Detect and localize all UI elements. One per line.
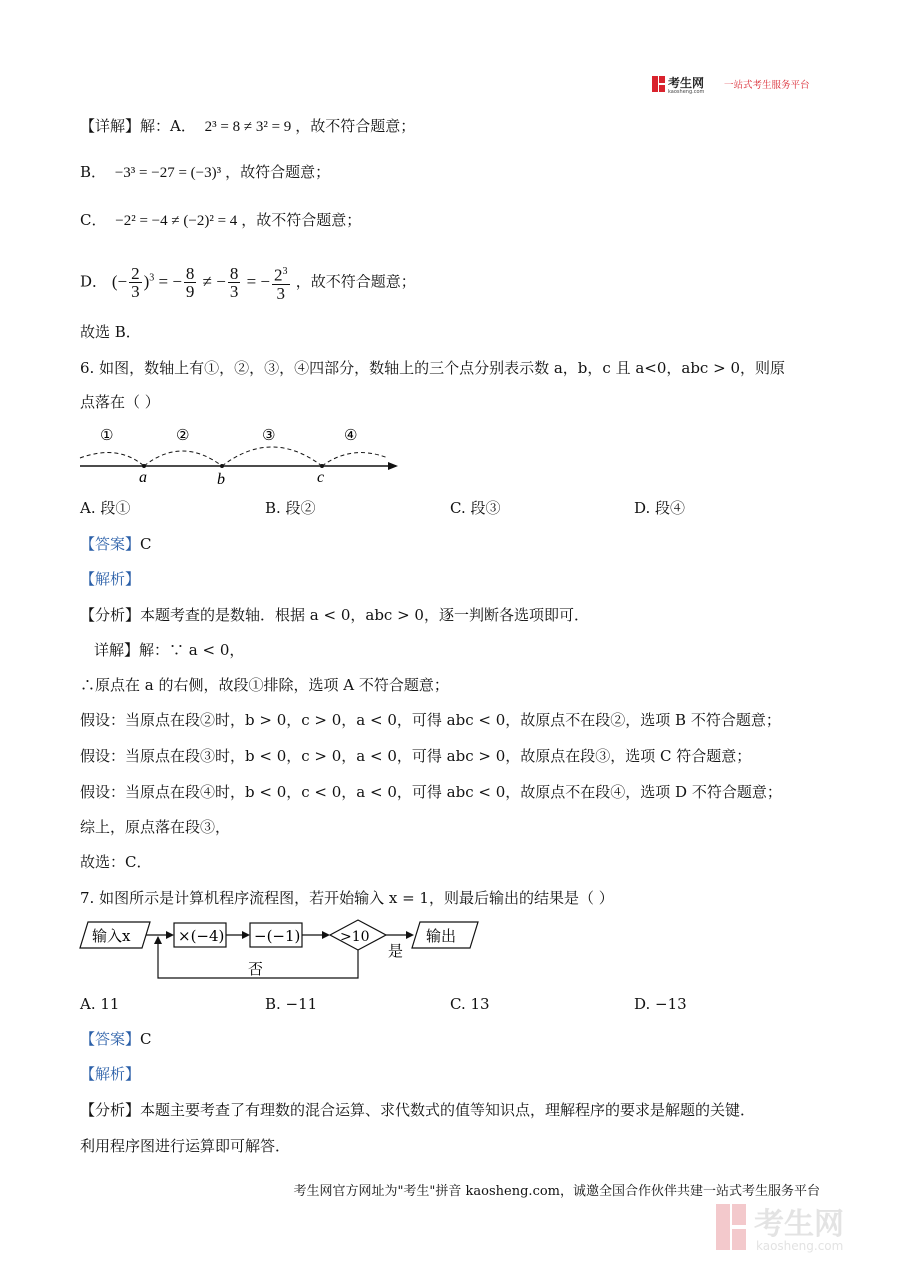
flow-condition-label: >10 — [340, 929, 370, 945]
q5-c-line: C． −2² = −4 ≠ (−2)² = 4 ，故不符合题意； — [80, 211, 362, 229]
q6-summary: 综上，原点落在段③， — [80, 818, 231, 836]
q6-step-4: 假设：当原点在段④时，b < 0，c < 0，a < 0，可得 abc < 0，故原点不在段④，选项 D 不符合题意； — [80, 783, 782, 801]
q6-option-d: D. 段④ — [634, 499, 686, 517]
point-b — [220, 464, 224, 468]
q5-c-math: −2² = −4 ≠ (−2)² = 4 — [115, 213, 238, 229]
q6-stem-2: 点落在（ ） — [80, 393, 160, 411]
logo-sub: kaosheng.com — [668, 89, 705, 94]
point-b-label: b — [217, 471, 225, 488]
logo-text: 考生网 — [668, 76, 705, 90]
q6-option-b: B. 段② — [265, 499, 316, 517]
watermark-logo — [712, 1200, 892, 1256]
logo-slogan: 一站式考生服务平台 — [724, 80, 810, 91]
q6-step-2: 假设：当原点在段②时，b > 0，c > 0，a < 0，可得 abc < 0，故原点不在段②，选项 B 不符合题意； — [80, 711, 781, 729]
q7-option-d: D. −13 — [634, 995, 687, 1013]
segment-label-1: ① — [100, 426, 114, 444]
arc-segment-1 — [80, 453, 144, 466]
q6-step-3: 假设：当原点在段③时，b < 0，c > 0，a < 0，可得 abc > 0，故原点在段③，选项 C 符合题意； — [80, 747, 752, 765]
q6-detail: 详解】解：∵ a < 0， — [94, 641, 245, 659]
watermark-text: 考生网 — [754, 1207, 844, 1242]
q5-b-math: −3³ = −27 = (−3)³ — [114, 165, 222, 181]
q6-choice: 故选：C． — [80, 853, 152, 871]
q6-option-a: A. 段① — [80, 499, 131, 517]
q6-analysis-tag: 【解析】 — [80, 570, 141, 588]
q7-fenxi: 【分析】本题主要考查了有理数的混合运算、求代数式的值等知识点，理解程序的要求是解题的关键． — [80, 1101, 756, 1119]
segment-label-2: ② — [176, 426, 190, 444]
q5-d-line: D． (− $\frac{2}{3}$ )$^3$ = − $\frac{8}{9}$ ≠ − $\frac{8}{3}$ = − $\frac{2^3}{3}$ ，故不符合题意； — [80, 264, 416, 304]
q7-option-c: C. 13 — [450, 995, 490, 1013]
header-logo — [652, 74, 822, 94]
arc-segment-2 — [144, 451, 222, 466]
point-c — [320, 464, 324, 468]
q6-number-line-figure — [78, 422, 408, 488]
flow-op2-label: −(−1) — [254, 927, 301, 945]
q5-b-line: B． −3³ = −27 = (−3)³ ，故符合题意； — [80, 163, 331, 181]
arc-segment-4 — [322, 453, 388, 466]
q7-answer: 【答案】C — [80, 1030, 152, 1048]
footer-text: 考生网官方网址为"考生"拼音 kaosheng.com，诚邀全国合作伙伴共建一站式考生服务平台 — [293, 1184, 820, 1199]
q6-stem-1: 6. 如图，数轴上有①，②，③，④四部分，数轴上的三个点分别表示数 a，b，c 且 a<0，abc > 0，则原 — [80, 359, 785, 377]
q6-option-c: C. 段③ — [450, 499, 501, 517]
q7-option-a: A. 11 — [80, 995, 120, 1013]
q5-a-math: 2³ = 8 ≠ 3² = 9 — [204, 119, 292, 135]
q5-d-math: (− $\frac{2}{3}$ )$^3$ = − $\frac{8}{9}$ ≠ − $\frac{8}{3}$ = − $\frac{2^3}{3}$ — [111, 264, 288, 304]
q6-step-1: ∴原点在 a 的右侧，故段①排除，选项 A 不符合题意； — [80, 676, 449, 694]
point-a — [142, 464, 146, 468]
number-line-arrow — [388, 462, 398, 470]
q5-a-line: 【详解】解：A． 2³ = 8 ≠ 3² = 9 ，故不符合题意； — [80, 117, 416, 135]
arc-segment-3 — [222, 447, 322, 466]
q7-fenxi-2: 利用程序图进行运算即可解答． — [80, 1137, 291, 1155]
watermark-sub: kaosheng.com — [756, 1239, 844, 1253]
q6-answer: 【答案】C — [80, 535, 152, 553]
flow-op1-label: ×(−4) — [178, 927, 225, 945]
flow-input-label: 输入x — [92, 927, 131, 945]
flow-no-label: 否 — [248, 960, 264, 978]
q7-option-b: B. −11 — [265, 995, 318, 1013]
q7-stem: 7. 如图所示是计算机程序流程图，若开始输入 x = 1，则最后输出的结果是（ ） — [80, 889, 614, 907]
flow-yes-label: 是 — [388, 942, 404, 960]
flow-output-label: 输出 — [426, 927, 457, 945]
q5-conclusion: 故选 B． — [80, 323, 141, 341]
segment-label-4: ④ — [344, 426, 358, 444]
point-a-label: a — [139, 469, 147, 486]
q7-flowchart — [78, 918, 498, 984]
segment-label-3: ③ — [262, 426, 276, 444]
q6-fenxi: 【分析】本题考查的是数轴．根据 a < 0，abc > 0，逐一判断各选项即可． — [80, 606, 589, 624]
point-c-label: c — [317, 469, 325, 486]
q7-analysis-tag: 【解析】 — [80, 1065, 141, 1083]
